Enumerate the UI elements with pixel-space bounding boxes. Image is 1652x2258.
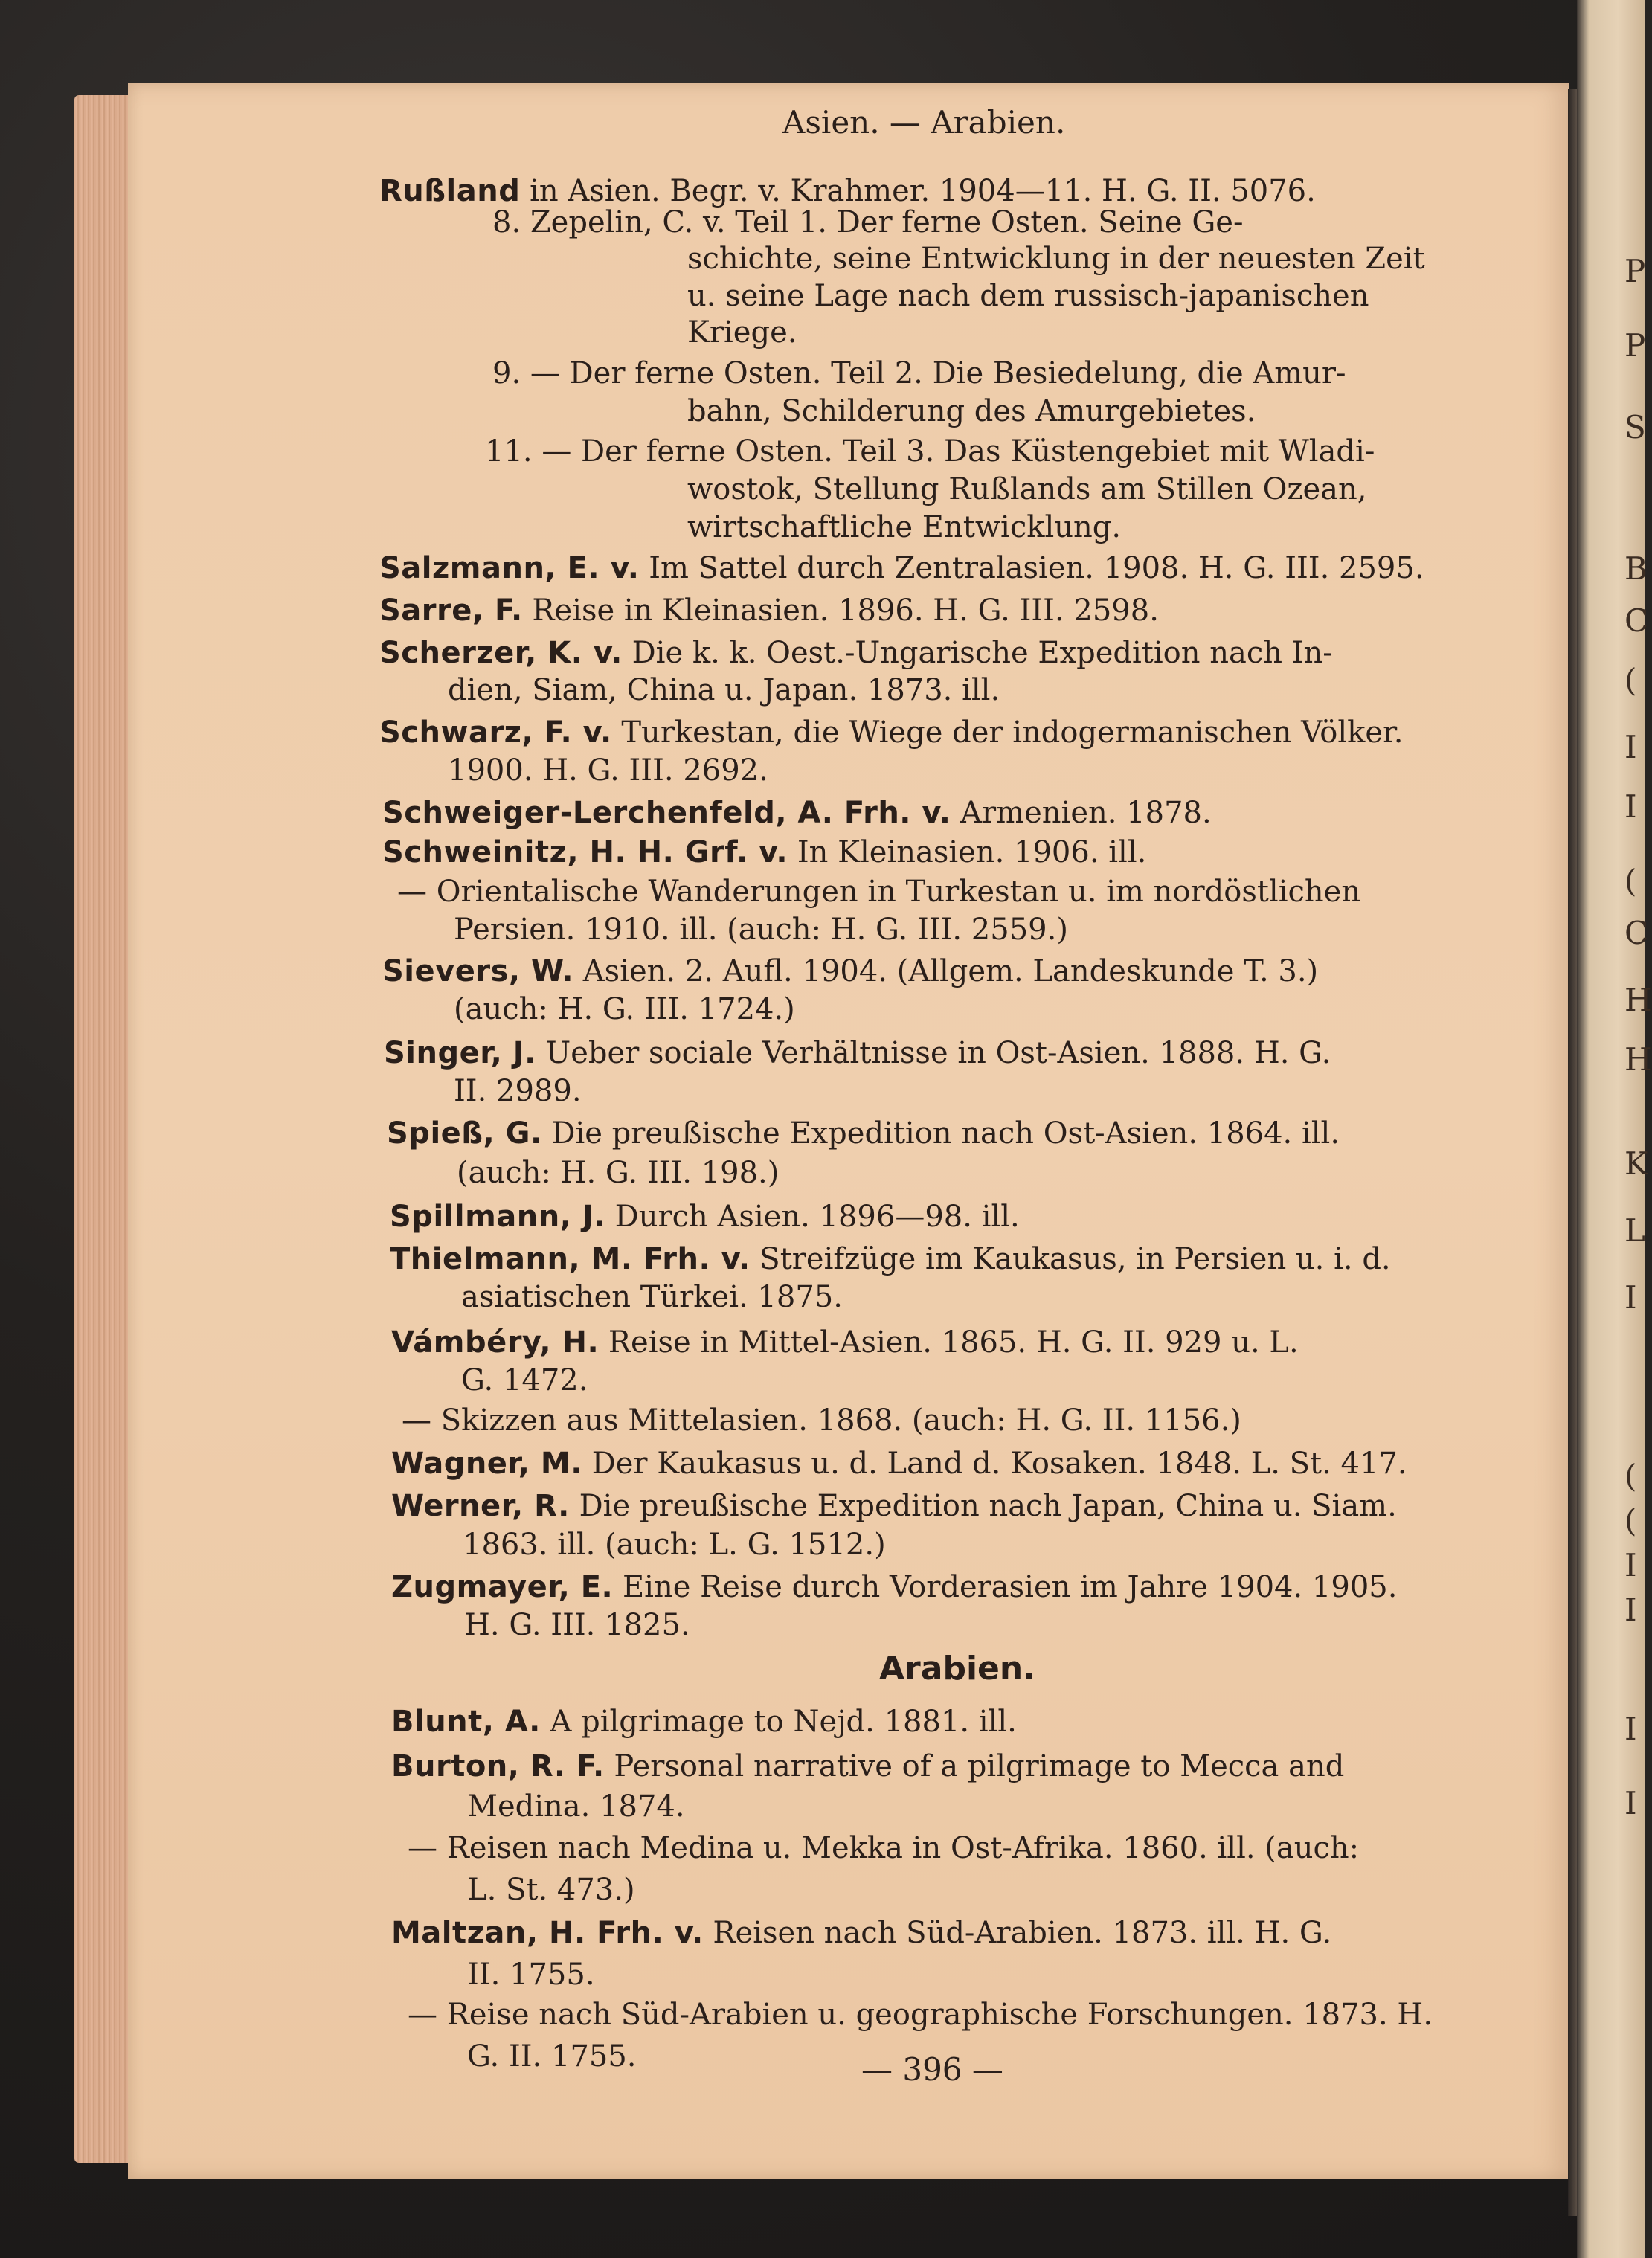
entry-line bbox=[391, 1567, 1397, 1607]
entry-text: — Skizzen aus Mittelasien. 1868. (auch: H. G. II. 1156.) bbox=[402, 1403, 1241, 1438]
facing-page-letter: I bbox=[1624, 1547, 1637, 1583]
entry-text: G. 1472. bbox=[461, 1363, 588, 1398]
entry-line bbox=[467, 2036, 637, 2077]
entry-line bbox=[402, 1400, 1241, 1441]
entry-author: Scherzer, K. v. bbox=[379, 636, 623, 671]
entry-text: Reise in Kleinasien. 1896. H. G. III. 2598. bbox=[522, 594, 1159, 628]
entry-line bbox=[391, 1702, 1017, 1742]
facing-page-letters bbox=[1622, 223, 1652, 2082]
entry-text: Armenien. 1878. bbox=[951, 795, 1212, 830]
entry-author: Spieß, G. bbox=[387, 1116, 542, 1151]
entry-line bbox=[382, 951, 1318, 991]
entry-line bbox=[390, 1197, 1020, 1237]
entry-text: 11. — Der ferne Osten. Teil 3. Das Küstengebiet mit Wladi- bbox=[485, 434, 1375, 469]
entry-line bbox=[454, 1071, 582, 1111]
entry-text: (auch: H. G. III. 1724.) bbox=[454, 991, 795, 1026]
entry-line bbox=[687, 239, 1425, 279]
running-head: Asien. — Arabien. bbox=[782, 104, 1066, 141]
facing-page-letter: H bbox=[1624, 982, 1652, 1018]
facing-page-letter: P bbox=[1624, 327, 1646, 364]
entry-line bbox=[461, 1360, 588, 1400]
entry-author: Rußland bbox=[379, 174, 521, 208]
facing-page-letter: I bbox=[1624, 729, 1637, 765]
entry-text: Ueber sociale Verhältnisse in Ost-Asien. 1888. H. G. bbox=[536, 1035, 1331, 1070]
entry-author: Blunt, A. bbox=[391, 1705, 541, 1739]
entry-text: Personal narrative of a pilgrimage to Mecca and bbox=[604, 1749, 1345, 1783]
facing-page-letter: C bbox=[1624, 915, 1649, 951]
entry-text: 9. — Der ferne Osten. Teil 2. Die Besiedelung, die Amur- bbox=[492, 356, 1346, 391]
entry-line bbox=[379, 633, 1333, 673]
entry-line bbox=[408, 1995, 1433, 2035]
entry-line bbox=[391, 1486, 1397, 1526]
entry-text: G. II. 1755. bbox=[467, 2039, 637, 2074]
entry-author: Schwarz, F. v. bbox=[379, 715, 612, 750]
entry-text: II. 2989. bbox=[454, 1073, 582, 1108]
facing-page-letter: ( bbox=[1624, 863, 1637, 899]
entry-line bbox=[492, 202, 1243, 242]
entry-line bbox=[391, 1913, 1331, 1953]
entry-line bbox=[379, 591, 1159, 631]
entry-text: schichte, seine Entwicklung in der neuesten Zeit bbox=[687, 242, 1425, 277]
page-number: — 396 — bbox=[861, 2051, 1003, 2088]
entry-line bbox=[448, 750, 768, 791]
facing-page-letter: I bbox=[1624, 1279, 1637, 1316]
facing-page-letter: S bbox=[1624, 409, 1646, 446]
entry-line bbox=[687, 276, 1369, 316]
entry-author: Singer, J. bbox=[384, 1035, 536, 1070]
entry-author: Schweiger-Lerchenfeld, A. Frh. v. bbox=[382, 795, 951, 830]
entry-text: Kriege. bbox=[687, 315, 797, 350]
entry-author: Zugmayer, E. bbox=[391, 1569, 614, 1604]
facing-page-letter: I bbox=[1624, 1592, 1637, 1628]
facing-page-letter: I bbox=[1624, 788, 1637, 825]
entry-text: Die k. k. Oest.-Ungarische Expedition nach In- bbox=[622, 636, 1333, 671]
entry-line bbox=[387, 1113, 1340, 1154]
entry-line bbox=[379, 713, 1404, 753]
facing-page-letter: ( bbox=[1624, 662, 1637, 698]
entry-text: Eine Reise durch Vorderasien im Jahre 1904. 1905. bbox=[613, 1569, 1398, 1604]
entry-author: Burton, R. F. bbox=[391, 1749, 605, 1783]
entry-line bbox=[390, 1239, 1391, 1279]
entry-text: 1863. ill. (auch: L. G. 1512.) bbox=[463, 1527, 886, 1562]
entry-line bbox=[687, 507, 1121, 547]
entry-line bbox=[467, 1870, 635, 1910]
entry-line bbox=[397, 872, 1360, 912]
entry-text: Turkestan, die Wiege der indogermanischen Völker. bbox=[611, 715, 1404, 750]
entry-author: Maltzan, H. Frh. v. bbox=[391, 1916, 704, 1950]
entry-text: Asien. 2. Aufl. 1904. (Allgem. Landeskunde T. 3.) bbox=[573, 953, 1319, 988]
facing-page-letter: K bbox=[1624, 1145, 1648, 1182]
entry-line bbox=[463, 1525, 886, 1565]
entry-text: wirtschaftliche Entwicklung. bbox=[687, 510, 1122, 545]
entry-author: Sarre, F. bbox=[379, 594, 523, 628]
entry-author: Spillmann, J. bbox=[390, 1200, 605, 1235]
entry-text: u. seine Lage nach dem russisch-japanischen bbox=[687, 278, 1369, 313]
entry-line bbox=[454, 989, 795, 1029]
entry-line bbox=[454, 910, 1068, 950]
entry-author: Schweinitz, H. H. Grf. v. bbox=[382, 834, 788, 869]
entry-line bbox=[391, 1322, 1299, 1363]
entry-author: Salzmann, E. v. bbox=[379, 551, 640, 586]
entry-line bbox=[384, 1033, 1331, 1073]
entry-author: Sievers, W. bbox=[382, 953, 574, 988]
entry-text: bahn, Schilderung des Amurgebietes. bbox=[687, 394, 1256, 429]
facing-page-letter: L bbox=[1624, 1212, 1645, 1249]
entry-line bbox=[687, 312, 797, 353]
entry-line bbox=[379, 548, 1424, 588]
entry-text: Die preußische Expedition nach Japan, China u. Siam. bbox=[569, 1489, 1397, 1524]
entry-text: Der Kaukasus u. d. Land d. Kosaken. 1848. L. St. 417. bbox=[582, 1447, 1407, 1482]
entry-line bbox=[382, 793, 1212, 833]
entry-text: asiatischen Türkei. 1875. bbox=[461, 1280, 843, 1315]
entry-line bbox=[492, 353, 1346, 393]
entry-text: Reise in Mittel-Asien. 1865. H. G. II. 929 u. L. bbox=[599, 1325, 1299, 1360]
entry-author: Thielmann, M. Frh. v. bbox=[390, 1242, 751, 1277]
entry-line bbox=[391, 1746, 1344, 1786]
entry-text: Persien. 1910. ill. (auch: H. G. III. 2559.) bbox=[454, 913, 1068, 948]
entry-text: (auch: H. G. III. 198.) bbox=[457, 1156, 780, 1191]
entry-line bbox=[687, 469, 1366, 509]
entry-text: dien, Siam, China u. Japan. 1873. ill. bbox=[448, 672, 1000, 707]
entry-author: Werner, R. bbox=[391, 1489, 570, 1524]
entry-text: in Asien. Begr. v. Krahmer. 1904—11. H. G. II. 5076. bbox=[520, 174, 1316, 208]
entry-text: H. G. III. 1825. bbox=[464, 1608, 690, 1642]
entry-text: L. St. 473.) bbox=[467, 1873, 635, 1907]
entry-line bbox=[408, 1828, 1359, 1868]
facing-page-letter: B bbox=[1624, 550, 1648, 587]
entry-text: A pilgrimage to Nejd. 1881. ill. bbox=[540, 1705, 1017, 1739]
facing-page-letter: ( bbox=[1624, 1502, 1637, 1539]
entry-line bbox=[687, 391, 1256, 431]
facing-page-letter: I bbox=[1624, 1785, 1637, 1821]
facing-page-letter: H bbox=[1624, 1041, 1652, 1078]
facing-page-letter: I bbox=[1624, 1711, 1637, 1747]
entry-text: Die preußische Expedition nach Ost-Asien. 1864. ill. bbox=[541, 1116, 1340, 1151]
entry-line bbox=[467, 1955, 595, 1995]
entry-text: Medina. 1874. bbox=[467, 1789, 685, 1824]
entry-text: — Reise nach Süd-Arabien u. geographische Forschungen. 1873. H. bbox=[408, 1998, 1433, 2032]
entry-text: Durch Asien. 1896—98. ill. bbox=[605, 1200, 1020, 1235]
section-title: Arabien. bbox=[879, 1650, 1035, 1688]
facing-page-letter: ( bbox=[1624, 1458, 1637, 1494]
entry-text: 8. Zepelin, C. v. Teil 1. Der ferne Osten. Seine Ge- bbox=[492, 205, 1244, 239]
entry-line bbox=[485, 431, 1375, 472]
entry-text: In Kleinasien. 1906. ill. bbox=[788, 834, 1147, 869]
entry-text: 1900. H. G. III. 2692. bbox=[448, 753, 768, 788]
entry-line bbox=[457, 1153, 779, 1193]
entry-line bbox=[467, 1786, 685, 1827]
entry-text: — Orientalische Wanderungen in Turkestan u. im nordöstlichen bbox=[397, 875, 1361, 910]
entry-line bbox=[461, 1277, 843, 1317]
entry-author: Wagner, M. bbox=[391, 1447, 582, 1482]
entry-author: Vámbéry, H. bbox=[391, 1325, 600, 1360]
entry-line bbox=[382, 832, 1146, 872]
entry-text: Streifzüge im Kaukasus, in Persien u. i. d. bbox=[750, 1242, 1391, 1277]
entry-text: Reisen nach Süd-Arabien. 1873. ill. H. G. bbox=[703, 1916, 1332, 1950]
entry-text: wostok, Stellung Rußlands am Stillen Ozean, bbox=[687, 472, 1367, 506]
entry-line bbox=[464, 1605, 690, 1645]
entry-line bbox=[448, 670, 1000, 710]
entry-text: — Reisen nach Medina u. Mekka in Ost-Afrika. 1860. ill. (auch: bbox=[408, 1831, 1360, 1865]
facing-page-letter: C bbox=[1624, 602, 1649, 639]
entry-line bbox=[391, 1444, 1407, 1484]
entry-text: Im Sattel durch Zentralasien. 1908. H. G. III. 2595. bbox=[639, 551, 1424, 586]
entry-text: II. 1755. bbox=[467, 1958, 595, 1992]
facing-page-letter: P bbox=[1624, 253, 1646, 289]
